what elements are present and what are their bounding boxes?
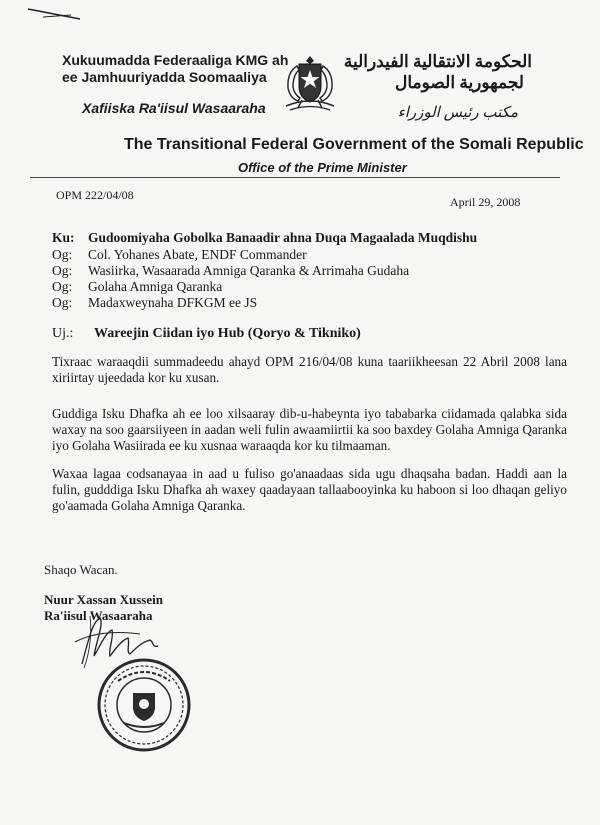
signatory-position: Ra'iisul Wasaaraha (44, 608, 153, 623)
letterhead-title: The Transitional Federal Government of the Somali Republic (124, 136, 584, 153)
recipient-row (52, 295, 257, 310)
header-left-line2: ee Jamhuuriyadda Soomaaliya (62, 69, 267, 85)
recipient-row (52, 230, 477, 245)
header-left-line1: Xukuumadda Federaaliga KMG ah (62, 52, 289, 68)
letterhead-divider (30, 177, 560, 178)
body-paragraph: Guddiga Isku Dhafka ah ee loo xilsaaray dib-u-habeynta iyo tababarka ciidamada qalabka sida waxay na soo gaarsiiyeen in aadan weli fulin awaamiirtii ka soo baxdey Golaha Amniga Qaranka iyo Golaha Wasiirada ee ku xusnaa waraaqda kor ku tilmaaman. (52, 406, 567, 453)
closing-salutation: Shaqo Wacan. (44, 562, 118, 577)
header-right-line2: لجمهورية الصومال (395, 73, 524, 92)
header-right-line1: الحكومة الانتقالية الفيدرالية (343, 52, 532, 71)
header-left-office: Xafiiska Ra'iisul Wasaaraha (82, 100, 266, 116)
recipient-key: Og: (52, 263, 73, 278)
coat-of-arms-emblem (280, 52, 340, 114)
recipient-value: Madaxweynaha DFKGM ee JS (88, 295, 258, 310)
letter-date: April 29, 2008 (450, 195, 521, 209)
subject-line (52, 326, 361, 341)
recipient-row (52, 247, 307, 262)
recipient-value: Golaha Amniga Qaranka (88, 279, 223, 294)
signatory-name: Nuur Xassan Xussein (44, 592, 163, 607)
recipient-value: Wasiirka, Wasaarada Amniga Qaranka & Arrimaha Gudaha (88, 263, 410, 278)
corner-mark (25, 5, 85, 27)
recipient-key: Ku: (52, 230, 75, 245)
recipient-key: Og: (52, 247, 73, 262)
body-paragraph: Tixraac waraaqdii summadeedu ahayd OPM 216/04/08 kuna taariikheesan 22 Abril 2008 lana xiriirtay ujeedada kor ku xusan. (52, 354, 567, 385)
recipient-value: Gudoomiyaha Gobolka Banaadir ahna Duqa Magaalada Muqdishu (88, 230, 478, 245)
recipient-key: Og: (52, 279, 73, 294)
body-paragraph: Waxaa lagaa codsanayaa in aad u fuliso go'anaadaas sida ugu dhaqsaha badan. Haddi aan la fulin, gudddiga Isku Dhafka ah waxey qaadayaan tallaabooyinka ku haboon si loo dhaqan geliyo go'aamada Golaha Amniga Qaranka. (52, 466, 567, 513)
header-right-office: مكتب رئيس الوزراء (397, 105, 518, 121)
letterhead-subtitle: Office of the Prime Minister (238, 160, 407, 175)
subject-key: Uj.: (52, 326, 74, 341)
official-seal-stamp (96, 657, 192, 753)
recipient-row (52, 263, 409, 278)
recipient-value: Col. Yohanes Abate, ENDF Commander (88, 247, 307, 262)
reference-number: OPM 222/04/08 (56, 188, 134, 202)
recipient-row (52, 279, 222, 294)
subject-value: Wareejin Ciidan iyo Hub (Qoryo & Tikniko) (94, 326, 361, 341)
recipient-key: Og: (52, 295, 73, 310)
